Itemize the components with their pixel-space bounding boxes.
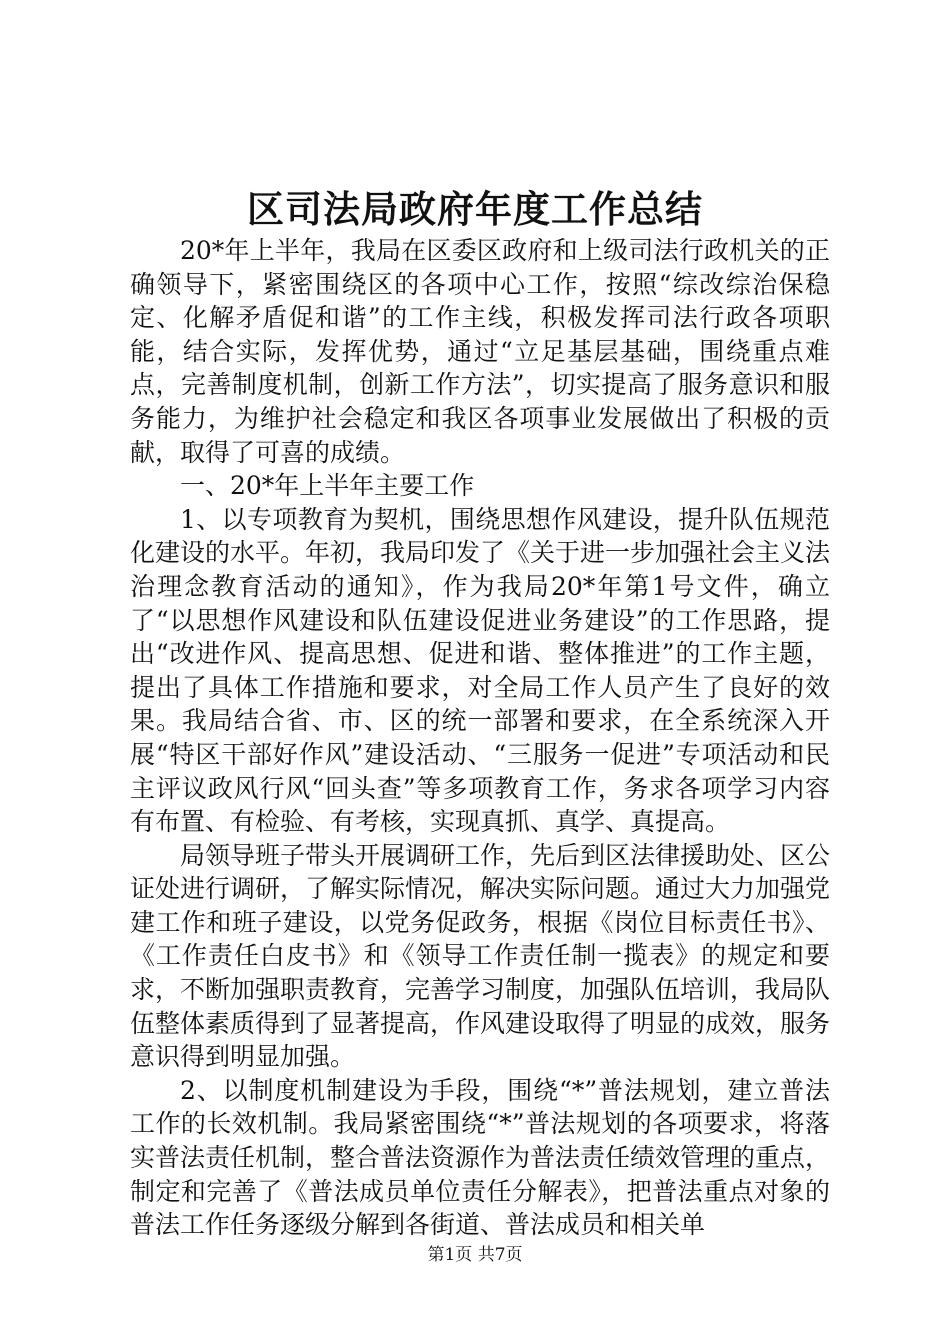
paragraph-intro: 20*年上半年，我局在区委区政府和上级司法行政机关的正确领导下，紧密围绕区的各项中心工作，按照“综改综治保稳定、化解矛盾促和谐”的工作主线，积极发挥司法行政各项职能，结合实际，发挥优势，通过“立足基层基础，围绕重点难点，完善制度机制，创新工作方法”，切实提高了服务意识和服务能力，为维护社会稳定和我区各项事业发展做出了积极的贡献，取得了可喜的成绩。	[130, 236, 830, 467]
section-heading-1: 一、20*年上半年主要工作	[180, 471, 475, 501]
paragraph-item-1: 1、以专项教育为契机，围绕思想作风建设，提升队伍规范化建设的水平。年初，我局印发了《关于进一步加强社会主义法治理念教育活动的通知》，作为我局20*年第1号文件，确立了“以思想作风建设和队伍建设促进业务建设”的工作思路，提出“改进作风、提高思想、促进和谐、整体推进”的工作主题，提出了具体工作措施和要求，对全局工作人员产生了良好的效果。我局结合省、市、区的统一部署和要求，在全系统深入开展“特区干部好作风”建设活动、“三服务一促进”专项活动和民主评议政风行风“回头查”等多项教育工作，务求各项学习内容有布置、有检验、有考核，实现真抓、真学、真提高。	[130, 504, 831, 837]
document-title: 区司法局政府年度工作总结	[247, 187, 703, 231]
paragraph-item-2: 2、以制度机制建设为手段，围绕“*”普法规划，建立普法工作的长效机制。我局紧密围绕“*”普法规划的各项要求，将落实普法责任机制，整合普法资源作为普法责任绩效管理的重点，制定和完善了《普法成员单位责任分解表》，把普法重点对象的普法工作任务逐级分解到各街道、普法成员和相关单	[130, 1075, 831, 1240]
page-number-footer: 第1页 共7页	[427, 1245, 523, 1265]
document-body	[130, 234, 830, 1242]
paragraph-leadership: 局领导班子带头开展调研工作，先后到区法律援助处、区公证处进行调研，了解实际情况，解决实际问题。通过大力加强党建工作和班子建设，以党务促政务，根据《岗位目标责任书》、《工作责任白皮书》和《领导工作责任制一揽表》的规定和要求，不断加强职责教育，完善学习制度，加强队伍培训，我局队伍整体素质得到了显著提高，作风建设取得了明显的成效，服务意识得到明显加强。	[130, 840, 831, 1072]
